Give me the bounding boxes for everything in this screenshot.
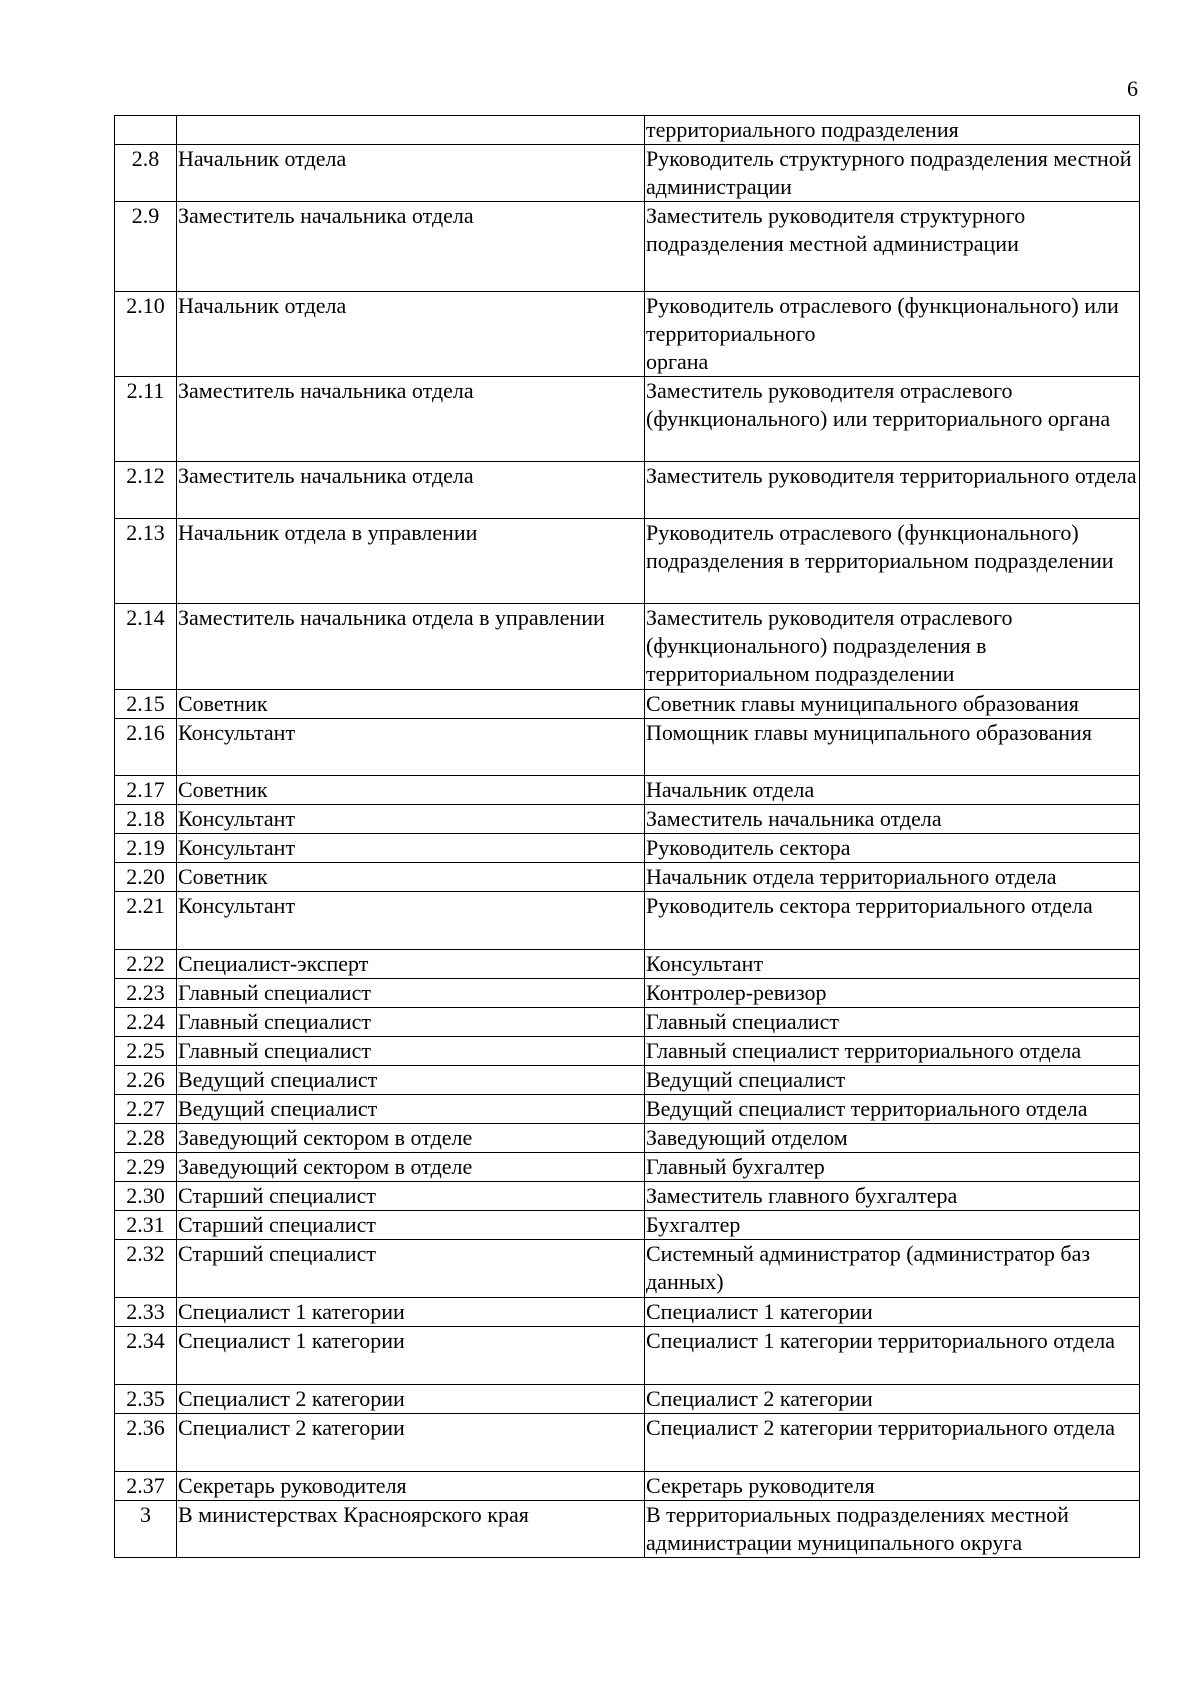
row-number: 2.34 [115,1327,177,1385]
equivalent-position-cell: Специалист 2 категории [645,1385,1140,1414]
table-row [115,116,1140,145]
table-row [115,979,1140,1008]
row-number: 2.23 [115,979,177,1008]
position-cell: Специалист 1 категории [177,1298,645,1327]
table-row [115,1327,1140,1385]
row-number: 2.30 [115,1182,177,1211]
table-row [115,863,1140,892]
position-cell: Заместитель начальника отдела [177,462,645,519]
equivalent-position-cell: Главный бухгалтер [645,1153,1140,1182]
position-cell [177,116,645,145]
row-number: 2.17 [115,776,177,805]
row-number: 2.10 [115,292,177,377]
position-cell: Начальник отдела в управлении [177,519,645,604]
equivalent-position-cell: Заведующий отделом [645,1124,1140,1153]
row-number: 2.25 [115,1037,177,1066]
page-number: 6 [1127,76,1138,101]
position-cell: Консультант [177,805,645,834]
equivalent-position-cell: Ведущий специалист [645,1066,1140,1095]
position-cell: Ведущий специалист [177,1066,645,1095]
position-cell: Специалист 2 категории [177,1385,645,1414]
equivalent-position-cell: Секретарь руководителя [645,1472,1140,1501]
table-row [115,1501,1140,1558]
position-cell: Главный специалист [177,1037,645,1066]
equivalent-position-cell: Заместитель руководителя отраслевого (функционального) или территориального органа [645,377,1140,462]
position-cell: Заведующий сектором в отделе [177,1153,645,1182]
equivalent-position-cell: Руководитель отраслевого (функционального) подразделения в территориальном подразделении [645,519,1140,604]
table-row [115,1472,1140,1501]
equivalent-position-cell: Специалист 2 категории территориального отдела [645,1414,1140,1472]
equivalent-position-cell: Контролер-ревизор [645,979,1140,1008]
equivalent-position-cell: Руководитель сектора территориального отдела [645,892,1140,950]
row-number: 2.35 [115,1385,177,1414]
equivalent-position-cell: Заместитель главного бухгалтера [645,1182,1140,1211]
position-cell: Старший специалист [177,1240,645,1298]
row-number: 3 [115,1501,177,1558]
table-row [115,1298,1140,1327]
table-row [115,1385,1140,1414]
row-number: 2.29 [115,1153,177,1182]
position-cell: Заместитель начальника отдела [177,202,645,292]
row-number: 2.19 [115,834,177,863]
table-row [115,1008,1140,1037]
equivalent-position-cell: Специалист 1 категории [645,1298,1140,1327]
table-row [115,1153,1140,1182]
position-cell: Специалист-эксперт [177,950,645,979]
row-number: 2.12 [115,462,177,519]
row-number: 2.32 [115,1240,177,1298]
equivalent-position-cell: Руководитель структурного подразделения местной администрации [645,145,1140,202]
equivalent-position-cell: Руководитель отраслевого (функционального) или территориального органа [645,292,1140,377]
position-cell: Советник [177,690,645,719]
row-number: 2.9 [115,202,177,292]
table-row [115,462,1140,519]
position-cell: Советник [177,863,645,892]
equivalent-position-cell: Руководитель сектора [645,834,1140,863]
table-row [115,1240,1140,1298]
table-row [115,834,1140,863]
row-number: 2.13 [115,519,177,604]
table-row [115,519,1140,604]
table-row [115,1414,1140,1472]
positions-table [114,115,1140,1558]
position-cell: Секретарь руководителя [177,1472,645,1501]
row-number: 2.26 [115,1066,177,1095]
position-cell: Главный специалист [177,979,645,1008]
row-number: 2.22 [115,950,177,979]
row-number: 2.33 [115,1298,177,1327]
row-number: 2.18 [115,805,177,834]
equivalent-position-cell: В территориальных подразделениях местной администрации муниципального округа [645,1501,1140,1558]
table-row [115,1211,1140,1240]
table-row [115,145,1140,202]
table-row [115,690,1140,719]
table-row [115,805,1140,834]
positions-table-body [115,116,1140,1558]
table-row [115,1066,1140,1095]
position-cell: Специалист 1 категории [177,1327,645,1385]
position-cell: Начальник отдела [177,292,645,377]
table-row [115,202,1140,292]
equivalent-position-cell: Заместитель руководителя территориального отдела [645,462,1140,519]
equivalent-position-cell: территориального подразделения [645,116,1140,145]
position-cell: В министерствах Красноярского края [177,1501,645,1558]
row-number: 2.20 [115,863,177,892]
row-number: 2.11 [115,377,177,462]
position-cell: Заместитель начальника отдела [177,377,645,462]
equivalent-position-cell: Консультант [645,950,1140,979]
equivalent-position-cell: Главный специалист [645,1008,1140,1037]
position-cell: Советник [177,776,645,805]
row-number: 2.21 [115,892,177,950]
row-number: 2.15 [115,690,177,719]
equivalent-position-cell: Бухгалтер [645,1211,1140,1240]
equivalent-position-cell: Помощник главы муниципального образования [645,719,1140,776]
position-cell: Начальник отдела [177,145,645,202]
table-row [115,377,1140,462]
position-cell: Главный специалист [177,1008,645,1037]
equivalent-position-cell: Начальник отдела территориального отдела [645,863,1140,892]
position-cell: Старший специалист [177,1211,645,1240]
equivalent-position-cell: Системный администратор (администратор баз данных) [645,1240,1140,1298]
position-cell: Консультант [177,834,645,863]
position-cell: Ведущий специалист [177,1095,645,1124]
position-cell: Консультант [177,719,645,776]
table-row [115,1124,1140,1153]
equivalent-position-cell: Ведущий специалист территориального отдела [645,1095,1140,1124]
position-cell: Консультант [177,892,645,950]
table-row [115,892,1140,950]
table-row [115,776,1140,805]
row-number [115,116,177,145]
position-cell: Специалист 2 категории [177,1414,645,1472]
row-number: 2.14 [115,604,177,690]
equivalent-position-cell: Советник главы муниципального образования [645,690,1140,719]
row-number: 2.16 [115,719,177,776]
table-row [115,292,1140,377]
equivalent-position-cell: Главный специалист территориального отдела [645,1037,1140,1066]
table-row [115,604,1140,690]
equivalent-position-cell: Заместитель руководителя структурного подразделения местной администрации [645,202,1140,292]
row-number: 2.31 [115,1211,177,1240]
equivalent-position-cell: Заместитель начальника отдела [645,805,1140,834]
row-number: 2.28 [115,1124,177,1153]
row-number: 2.36 [115,1414,177,1472]
equivalent-position-cell: Специалист 1 категории территориального отдела [645,1327,1140,1385]
table-row [115,1095,1140,1124]
position-cell: Старший специалист [177,1182,645,1211]
table-row [115,950,1140,979]
table-row [115,1182,1140,1211]
row-number: 2.37 [115,1472,177,1501]
position-cell: Заместитель начальника отдела в управлении [177,604,645,690]
position-cell: Заведующий сектором в отделе [177,1124,645,1153]
equivalent-position-cell: Заместитель руководителя отраслевого (функционального) подразделения в территориальном подразделении [645,604,1140,690]
row-number: 2.27 [115,1095,177,1124]
row-number: 2.8 [115,145,177,202]
row-number: 2.24 [115,1008,177,1037]
table-row [115,719,1140,776]
equivalent-position-cell: Начальник отдела [645,776,1140,805]
table-row [115,1037,1140,1066]
